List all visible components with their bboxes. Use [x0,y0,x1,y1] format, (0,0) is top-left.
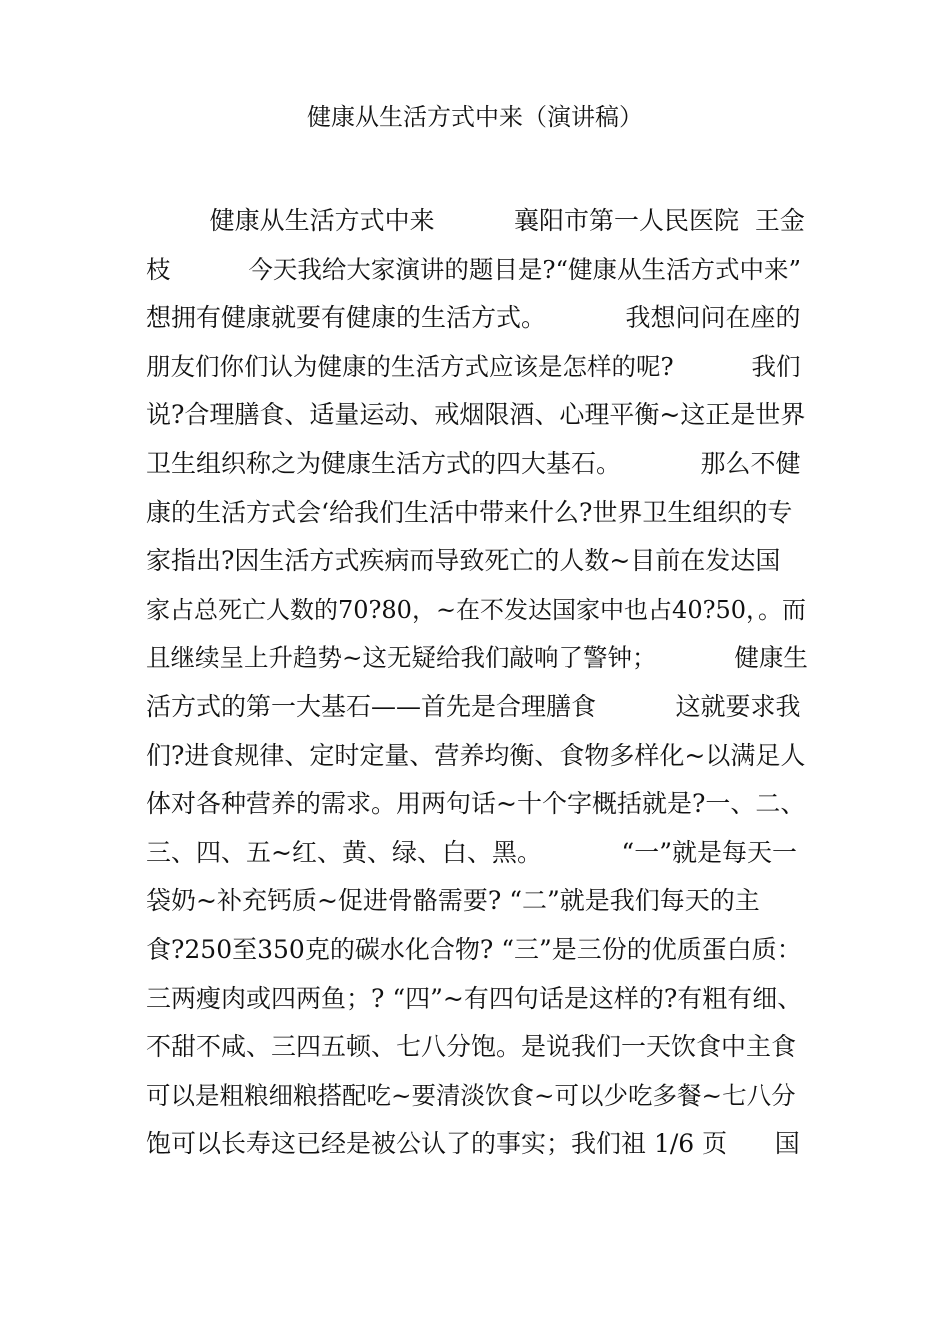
body-line: 健康从生活方式中来 襄阳市第一人民医院 王金 [146,206,805,235]
body-line: 饱可以长寿这已经是被公认了的事实；我们祖 1/6 页 国 [146,1129,800,1159]
body-line: 且继续呈上升趋势~这无疑给我们敲响了警钟； 健康生 [146,643,808,673]
body-line: 们?进食规律、定时定量、营养均衡、食物多样化~以满足人 [146,740,806,770]
body-line: 不甜不咸、三四五顿、七八分饱。是说我们一天饮食中主食 [146,1032,797,1062]
body-line: 袋奶~补充钙质~促进骨骼需要? “二”就是我们每天的主 [146,886,760,916]
body-line: 活方式的第一大基石——首先是合理膳食 这就要求我 [146,691,801,721]
body-line: 康的生活方式会‘给我们生活中带来什么?世界卫生组织的专 [146,497,793,527]
body-line: 想拥有健康就要有健康的生活方式。 我想问问在座的 [146,303,801,333]
body-line: 三、四、五~红、黄、绿、白、黑。 “一”就是每天一 [146,837,797,867]
document-body [146,197,808,1169]
body-line: 可以是粗粮细粮搭配吃~要清淡饮食~可以少吃多餐~七八分 [146,1080,796,1110]
body-line: 食?250至350克的碳水化合物? “三”是三份的优质蛋白质： [146,934,802,964]
body-line: 体对各种营养的需求。用两句话~十个字概括就是?一、二、 [146,789,806,819]
body-line: 卫生组织称之为健康生活方式的四大基石。 那么不健 [146,448,801,478]
body-line: 家指出?因生活方式疾病而导致死亡的人数~目前在发达国 [146,546,781,576]
body-line: 家占总死亡人数的70?80，~在不发达国家中也占40?50，。而 [146,595,806,624]
body-line: 朋友们你们认为健康的生活方式应该是怎样的呢? 我们 [146,351,801,381]
body-line: 说?合理膳食、适量运动、戒烟限酒、心理平衡~这正是世界 [146,400,806,430]
body-line: 三两瘦肉或四两鱼；? “四”~有四句话是这样的?有粗有细、 [146,983,803,1013]
document-title: 健康从生活方式中来（演讲稿） [307,103,643,131]
body-line: 枝 今天我给大家演讲的题目是?“健康从生活方式中来” [146,254,802,284]
